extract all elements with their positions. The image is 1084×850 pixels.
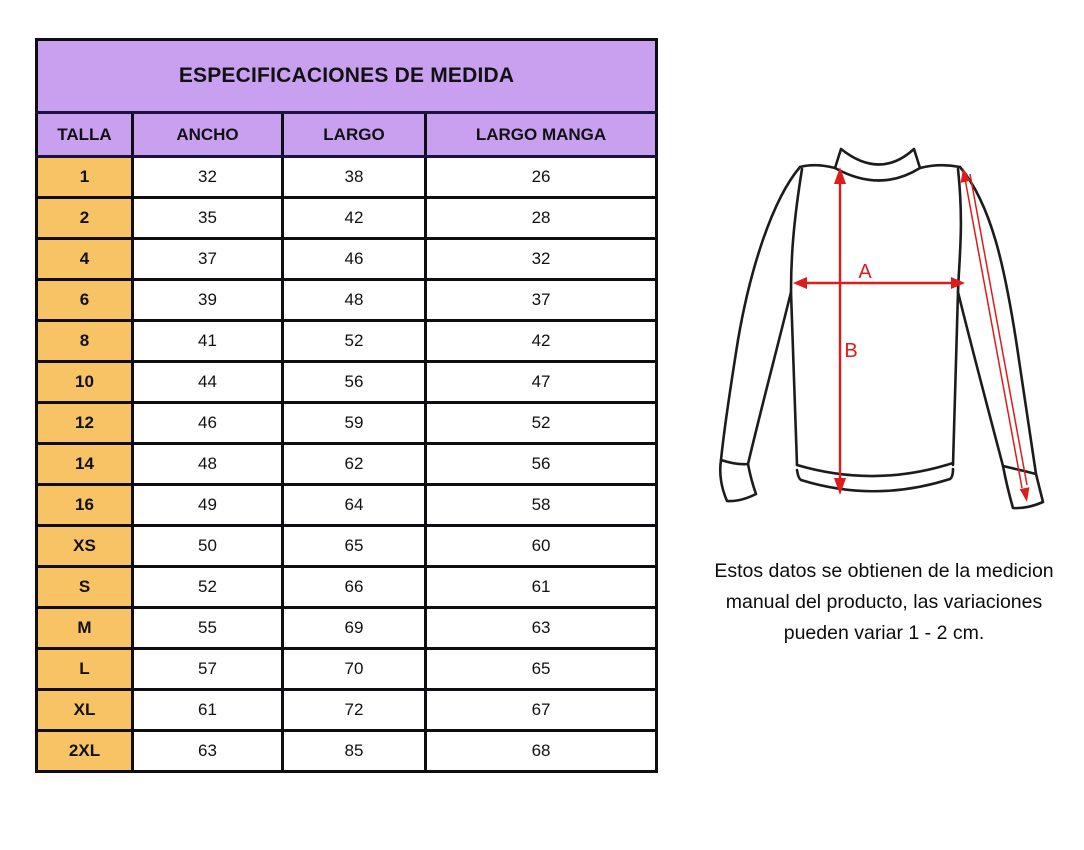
column-header-largo-manga: LARGO MANGA (426, 113, 657, 157)
left-cuff (720, 460, 756, 501)
size-cell: M (37, 608, 133, 649)
size-cell: 10 (37, 362, 133, 403)
measure-cell: 65 (283, 526, 426, 567)
measure-cell: 32 (426, 239, 657, 280)
size-cell: 16 (37, 485, 133, 526)
measure-cell: 55 (133, 608, 283, 649)
measure-arrow-a (793, 277, 965, 289)
measure-cell: 70 (283, 649, 426, 690)
table-row (37, 157, 657, 198)
measure-cell: 48 (283, 280, 426, 321)
right-sleeve-outer (920, 165, 1036, 474)
measure-cell: 52 (426, 403, 657, 444)
table-row (37, 403, 657, 444)
measure-cell: 61 (133, 690, 283, 731)
table-row (37, 444, 657, 485)
measure-cell: 63 (133, 731, 283, 772)
size-cell: 4 (37, 239, 133, 280)
measure-arrow-b (834, 167, 846, 495)
table-row (37, 649, 657, 690)
measure-cell: 60 (426, 526, 657, 567)
table-row (37, 485, 657, 526)
body-right-edge (953, 169, 961, 465)
size-cell: 12 (37, 403, 133, 444)
collar-outline (835, 149, 920, 168)
size-cell: XS (37, 526, 133, 567)
measure-cell: 41 (133, 321, 283, 362)
note-line: manual del producto, las variaciones (725, 591, 1043, 613)
measure-cell: 38 (283, 157, 426, 198)
note-line: pueden variar 1 - 2 cm. (783, 622, 985, 644)
size-cell: S (37, 567, 133, 608)
table-row (37, 690, 657, 731)
size-cell: 2XL (37, 731, 133, 772)
table-row (37, 731, 657, 772)
measure-cell: 49 (133, 485, 283, 526)
hem-seam (797, 463, 953, 476)
measure-label-b: B (844, 340, 858, 362)
measure-cell: 63 (426, 608, 657, 649)
size-cell: 2 (37, 198, 133, 239)
table-title-row (37, 40, 657, 113)
measure-cell: 52 (283, 321, 426, 362)
measure-cell: 72 (283, 690, 426, 731)
measure-label-a: A (858, 261, 872, 283)
measure-cell: 62 (283, 444, 426, 485)
measure-cell: 47 (426, 362, 657, 403)
measure-cell: 26 (426, 157, 657, 198)
measure-cell: 42 (426, 321, 657, 362)
measure-cell: 37 (133, 239, 283, 280)
size-cell: XL (37, 690, 133, 731)
table-row (37, 608, 657, 649)
table-row (37, 280, 657, 321)
note-line: Estos datos se obtienen de la medicion (714, 560, 1054, 582)
table-row (37, 567, 657, 608)
column-header-talla: TALLA (37, 113, 133, 157)
measure-cell: 69 (283, 608, 426, 649)
measure-cell: 42 (283, 198, 426, 239)
shirt-outline (720, 149, 1043, 508)
measure-cell: 44 (133, 362, 283, 403)
shirt-diagram (700, 130, 1052, 530)
measure-cell: 64 (283, 485, 426, 526)
measure-cell: 61 (426, 567, 657, 608)
table-row (37, 239, 657, 280)
table-row (37, 321, 657, 362)
measure-cell: 59 (283, 403, 426, 444)
measure-arrow-sleeve (961, 168, 1030, 502)
size-cell: 8 (37, 321, 133, 362)
left-sleeve-outer (721, 165, 835, 460)
table-row (37, 362, 657, 403)
measurement-note (688, 556, 1080, 649)
measure-cell: 66 (283, 567, 426, 608)
measure-cell: 32 (133, 157, 283, 198)
measure-cell: 37 (426, 280, 657, 321)
measure-cell: 65 (426, 649, 657, 690)
measure-cell: 52 (133, 567, 283, 608)
measure-cell: 35 (133, 198, 283, 239)
table-row (37, 198, 657, 239)
table-title: ESPECIFICACIONES DE MEDIDA (37, 40, 657, 113)
measure-cell: 39 (133, 280, 283, 321)
measure-cell: 56 (283, 362, 426, 403)
measure-cell: 57 (133, 649, 283, 690)
left-sleeve-inner (748, 292, 791, 464)
size-cell: 14 (37, 444, 133, 485)
measure-cell: 85 (283, 731, 426, 772)
measure-cell: 67 (426, 690, 657, 731)
measure-cell: 28 (426, 198, 657, 239)
size-cell: 1 (37, 157, 133, 198)
measure-cell: 68 (426, 731, 657, 772)
measure-cell: 50 (133, 526, 283, 567)
column-header-largo: LARGO (283, 113, 426, 157)
table-row (37, 526, 657, 567)
measure-cell: 56 (426, 444, 657, 485)
size-spec-table (35, 38, 658, 773)
measure-cell: 58 (426, 485, 657, 526)
body-left-edge (791, 169, 802, 465)
measure-cell: 46 (283, 239, 426, 280)
column-header-ancho: ANCHO (133, 113, 283, 157)
size-cell: 6 (37, 280, 133, 321)
measure-cell: 46 (133, 403, 283, 444)
collar-seam (835, 168, 920, 181)
size-table-body (37, 157, 657, 772)
measure-cell: 48 (133, 444, 283, 485)
hem-bottom (797, 469, 953, 491)
size-cell: L (37, 649, 133, 690)
table-header-row (37, 113, 657, 157)
